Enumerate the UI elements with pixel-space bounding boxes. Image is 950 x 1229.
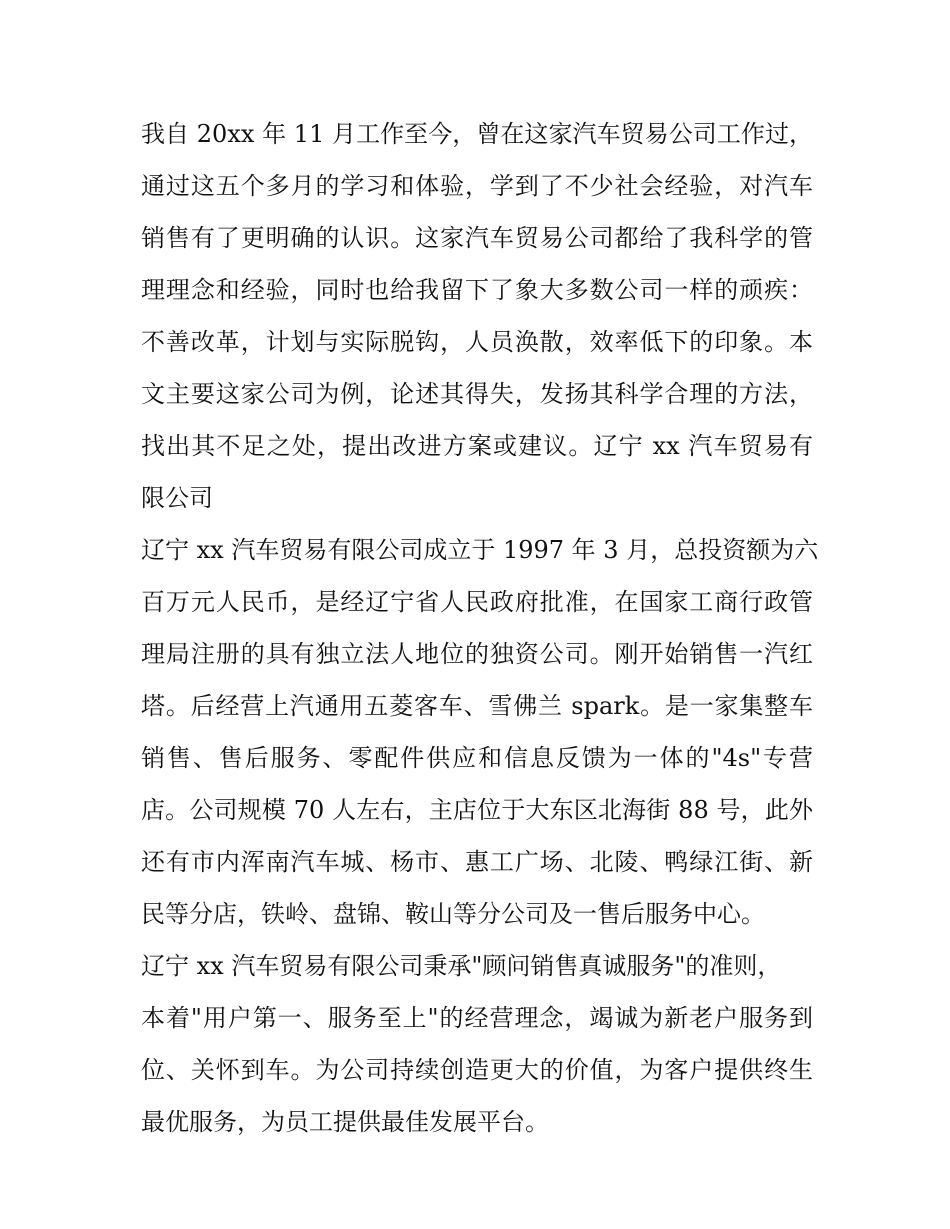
text-line: 销售、售后服务、零配件供应和信息反馈为一体的"4s"专营 bbox=[141, 744, 813, 772]
text-line: 文主要这家公司为例，论述其得失，发扬其科学合理的方法， bbox=[141, 380, 813, 408]
text-line: 辽宁 xx 汽车贸易有限公司秉承"顾问销售真诚服务"的准则， bbox=[141, 952, 782, 980]
text-line: 限公司 bbox=[141, 484, 213, 512]
text-line: 销售有了更明确的认识。这家汽车贸易公司都给了我科学的管 bbox=[141, 224, 813, 252]
text-line: 还有市内浑南汽车城、杨市、惠工广场、北陵、鸭绿江街、新 bbox=[141, 848, 813, 876]
text-line: 我自 20xx 年 11 月工作至今，曾在这家汽车贸易公司工作过， bbox=[141, 120, 813, 148]
text-line: 百万元人民币，是经辽宁省人民政府批准，在国家工商行政管 bbox=[141, 588, 813, 616]
text-line: 理理念和经验，同时也给我留下了象大多数公司一样的顽疾： bbox=[141, 276, 813, 304]
text-line: 民等分店，铁岭、盘锦、鞍山等分公司及一售后服务中心。 bbox=[141, 900, 765, 928]
text-line: 本着"用户第一、服务至上"的经营理念，竭诚为新老户服务到 bbox=[141, 1004, 813, 1032]
text-line: 店。公司规模 70 人左右，主店位于大东区北海街 88 号，此外 bbox=[141, 796, 813, 824]
text-line: 最优服务，为员工提供最佳发展平台。 bbox=[141, 1108, 549, 1136]
text-line: 辽宁 xx 汽车贸易有限公司成立于 1997 年 3 月，总投资额为六 bbox=[141, 536, 819, 564]
text-line: 找出其不足之处，提出改进方案或建议。辽宁 xx 汽车贸易有 bbox=[141, 432, 813, 460]
text-line: 理局注册的具有独立法人地位的独资公司。刚开始销售一汽红 bbox=[141, 640, 813, 668]
text-line: 不善改革，计划与实际脱钩，人员涣散，效率低下的印象。本 bbox=[141, 328, 813, 356]
text-line: 通过这五个多月的学习和体验，学到了不少社会经验，对汽车 bbox=[141, 172, 813, 200]
text-line: 塔。后经营上汽通用五菱客车、雪佛兰 spark。是一家集整车 bbox=[141, 692, 813, 720]
text-line: 位、关怀到车。为公司持续创造更大的价值，为客户提供终生 bbox=[141, 1056, 813, 1084]
document-body bbox=[141, 108, 819, 1148]
